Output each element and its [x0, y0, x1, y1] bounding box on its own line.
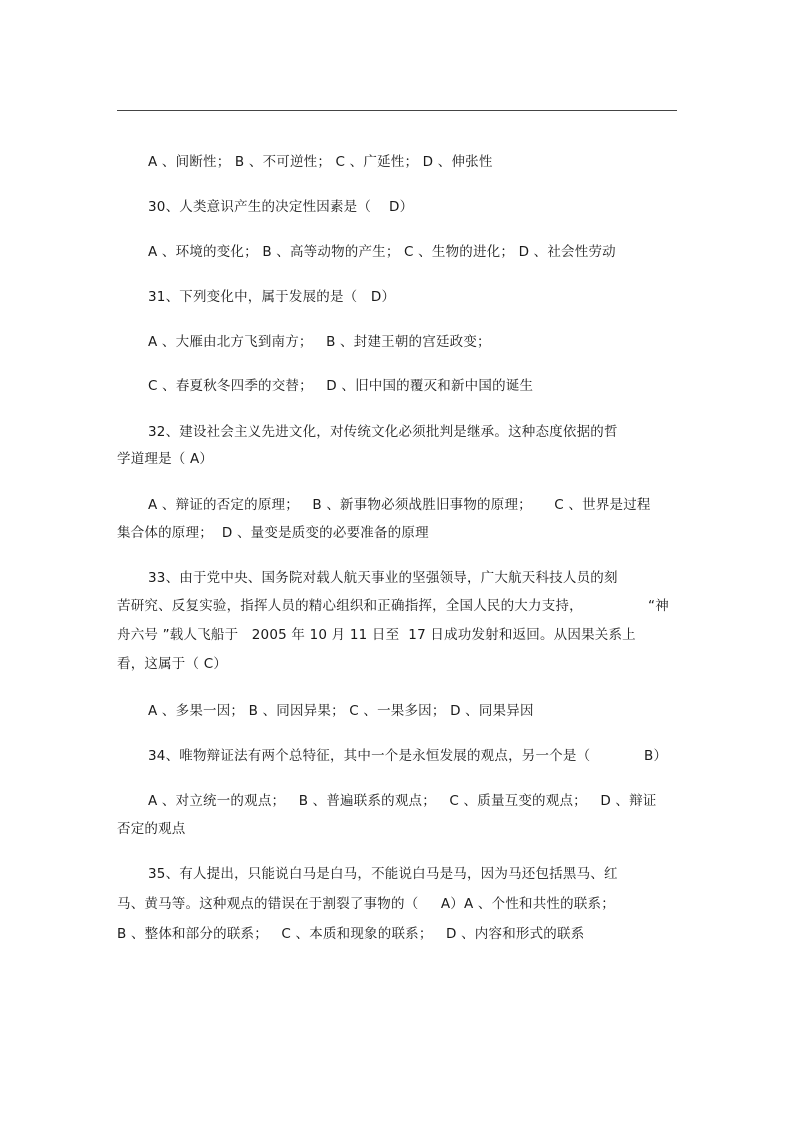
- q33-question-line-3: 舟六号 ”载人飞船于 2005 年 10 月 11 日至 17 日成功发射和返回。从因果关系上: [117, 627, 636, 643]
- header-rule: [117, 110, 677, 111]
- q33-question-line-1: 33、由于党中央、国务院对载人航天事业的坚强领导，广大航天科技人员的刻: [148, 570, 618, 586]
- q29-options: A 、间断性； B 、不可逆性； C 、广延性； D 、伸张性: [148, 154, 493, 170]
- q33-question-line-4: 看，这属于（ C）: [117, 656, 228, 672]
- q34-options-line-2: 否定的观点: [117, 821, 186, 837]
- q32-options-line-1: A 、辩证的否定的原理； B 、新事物必须战胜旧事物的原理； C 、世界是过程: [148, 497, 651, 513]
- q35-question-line-1: 35、有人提出，只能说白马是白马，不能说白马是马，因为马还包括黑马、红: [148, 866, 618, 882]
- q34-question-answer: B）: [644, 748, 668, 764]
- q30-question: 30、人类意识产生的决定性因素是（ D）: [148, 199, 414, 215]
- q35-question-line-2: 马、黄马等。这种观点的错误在于割裂了事物的（ A）A 、个性和共性的联系；: [117, 896, 615, 912]
- q31-options-line-2: C 、春夏秋冬四季的交替； D 、旧中国的覆灭和新中国的诞生: [148, 378, 534, 394]
- q32-question-line-1: 32、建设社会主义先进文化，对传统文化必须批判是继承。这种态度依据的哲: [148, 424, 618, 440]
- q31-question: 31、下列变化中，属于发展的是（ D）: [148, 289, 396, 305]
- q35-options: B 、整体和部分的联系； C 、本质和现象的联系； D 、内容和形式的联系: [117, 926, 585, 942]
- q31-options-line-1: A 、大雁由北方飞到南方； B 、封建王朝的宫廷政变；: [148, 334, 491, 350]
- q34-options-line-1: A 、对立统一的观点； B 、普遍联系的观点； C 、质量互变的观点； D 、辩证: [148, 793, 657, 809]
- q34-question: 34、唯物辩证法有两个总特征，其中一个是永恒发展的观点，另一个是（: [148, 748, 591, 764]
- q32-question-line-2: 学道理是（ A）: [117, 451, 214, 467]
- q32-options-line-2: 集合体的原理； D 、量变是质变的必要准备的原理: [117, 525, 429, 541]
- q33-question-line-2-tail: “神: [648, 598, 669, 614]
- q30-options: A 、环境的变化； B 、高等动物的产生； C 、生物的进化； D 、社会性劳动: [148, 244, 616, 260]
- q33-question-line-2: 苦研究、反复实验，指挥人员的精心组织和正确指挥，全国人民的大力支持，: [117, 598, 583, 614]
- q33-options: A 、多果一因； B 、同因异果； C 、一果多因； D 、同果异因: [148, 703, 534, 719]
